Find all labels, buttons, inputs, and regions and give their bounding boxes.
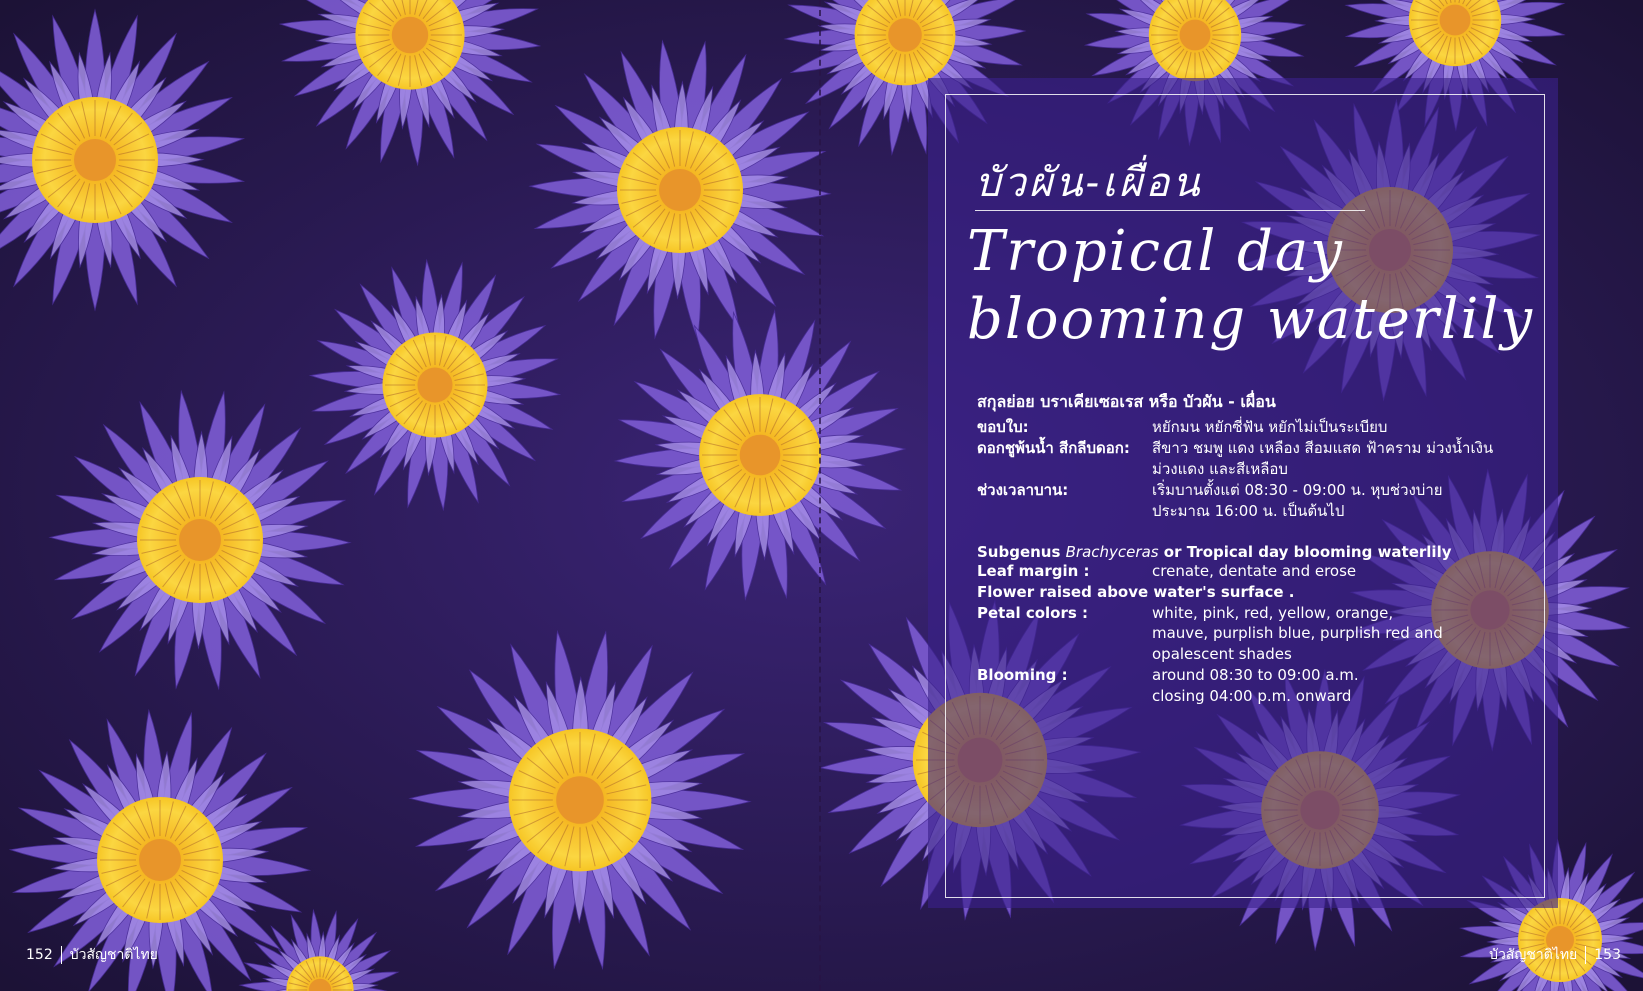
flower-core — [74, 139, 116, 181]
flower-core — [179, 519, 221, 561]
english-petal-label: Petal colors : — [977, 603, 1089, 622]
footer-left — [26, 944, 158, 966]
english-bloom-value-1: around 08:30 to 09:00 a.m. — [1152, 665, 1359, 684]
page-number-right: 153 — [1594, 947, 1621, 963]
english-row-leaf — [977, 561, 1517, 582]
english-petal-value-1: white, pink, red, yellow, orange, — [1152, 603, 1394, 622]
english-row-petal — [977, 603, 1517, 665]
title-thai: บัวผัน-เผื่อน — [975, 160, 1203, 206]
thai-leaf-value: หยักมน หยักซี่ฟัน หยักไม่เป็นระเบียบ — [1152, 418, 1388, 436]
thai-bloom-label: ช่วงเวลาบาน: — [977, 481, 1069, 499]
flower-core — [740, 435, 781, 476]
footer-separator-right — [1585, 946, 1586, 964]
english-petal-value-2: mauve, purplish blue, purplish red and — [1152, 624, 1443, 643]
title-divider — [975, 210, 1365, 211]
english-flower-line: Flower raised above water's surface . — [977, 582, 1295, 601]
english-heading-suffix: or Tropical day blooming waterlily — [1158, 543, 1452, 561]
thai-petal-label: ดอกชูพ้นน้ำ สีกลีบดอก: — [977, 439, 1130, 457]
title-english-line1: Tropical day — [967, 219, 1344, 284]
flower-core — [1440, 5, 1471, 36]
english-heading-prefix: Subgenus — [977, 543, 1066, 561]
book-title-left: บัวสัญชาติไทย — [69, 947, 158, 963]
flower-core — [556, 776, 604, 824]
footer-right — [1489, 944, 1621, 966]
thai-row-leaf — [977, 417, 1517, 438]
flower-core — [418, 368, 453, 403]
page-number-left: 152 — [26, 947, 53, 963]
english-info — [977, 543, 1517, 706]
flower-core — [659, 169, 701, 211]
english-leaf-value: crenate, dentate and erose — [1152, 562, 1357, 580]
thai-bloom-value-1: เริ่มบานตั้งแต่ 08:30 - 09:00 น. หุบช่วงบ่าย — [1152, 481, 1443, 499]
thai-row-petal — [977, 438, 1517, 480]
thai-row-bloom — [977, 480, 1517, 522]
thai-info — [977, 390, 1517, 522]
english-row-bloom — [977, 665, 1517, 706]
title-english — [967, 218, 1534, 354]
book-title-right: บัวสัญชาติไทย — [1489, 947, 1578, 963]
english-bloom-label: Blooming : — [977, 665, 1068, 684]
thai-petal-value-1: สีขาว ชมพู แดง เหลือง สีอมแสด ฟ้าคราม ม่วงน้ำเงิน — [1152, 439, 1494, 457]
english-info-heading — [977, 543, 1517, 561]
flower-core — [392, 17, 428, 53]
flower-core — [1180, 20, 1211, 51]
english-bloom-value-2: closing 04:00 p.m. onward — [1152, 686, 1352, 705]
page-fold — [819, 0, 821, 991]
thai-bloom-value-2: ประมาณ 16:00 น. เป็นต้นไป — [1152, 502, 1345, 520]
thai-info-heading: สกุลย่อย บราเคียเซอเรส หรือ บัวผัน - เผื่อน — [977, 392, 1276, 411]
english-leaf-label: Leaf margin : — [977, 562, 1090, 580]
english-heading-genus: Brachyceras — [1065, 543, 1159, 561]
flower-core — [888, 18, 922, 52]
thai-petal-value-2: ม่วงแดง และสีเหลือบ — [1152, 460, 1288, 478]
footer-separator-left — [61, 946, 62, 964]
title-english-line2: blooming waterlily — [967, 287, 1535, 352]
english-petal-value-3: opalescent shades — [1152, 645, 1292, 664]
flower-core — [139, 839, 181, 881]
thai-leaf-label: ขอบใบ: — [977, 418, 1029, 436]
